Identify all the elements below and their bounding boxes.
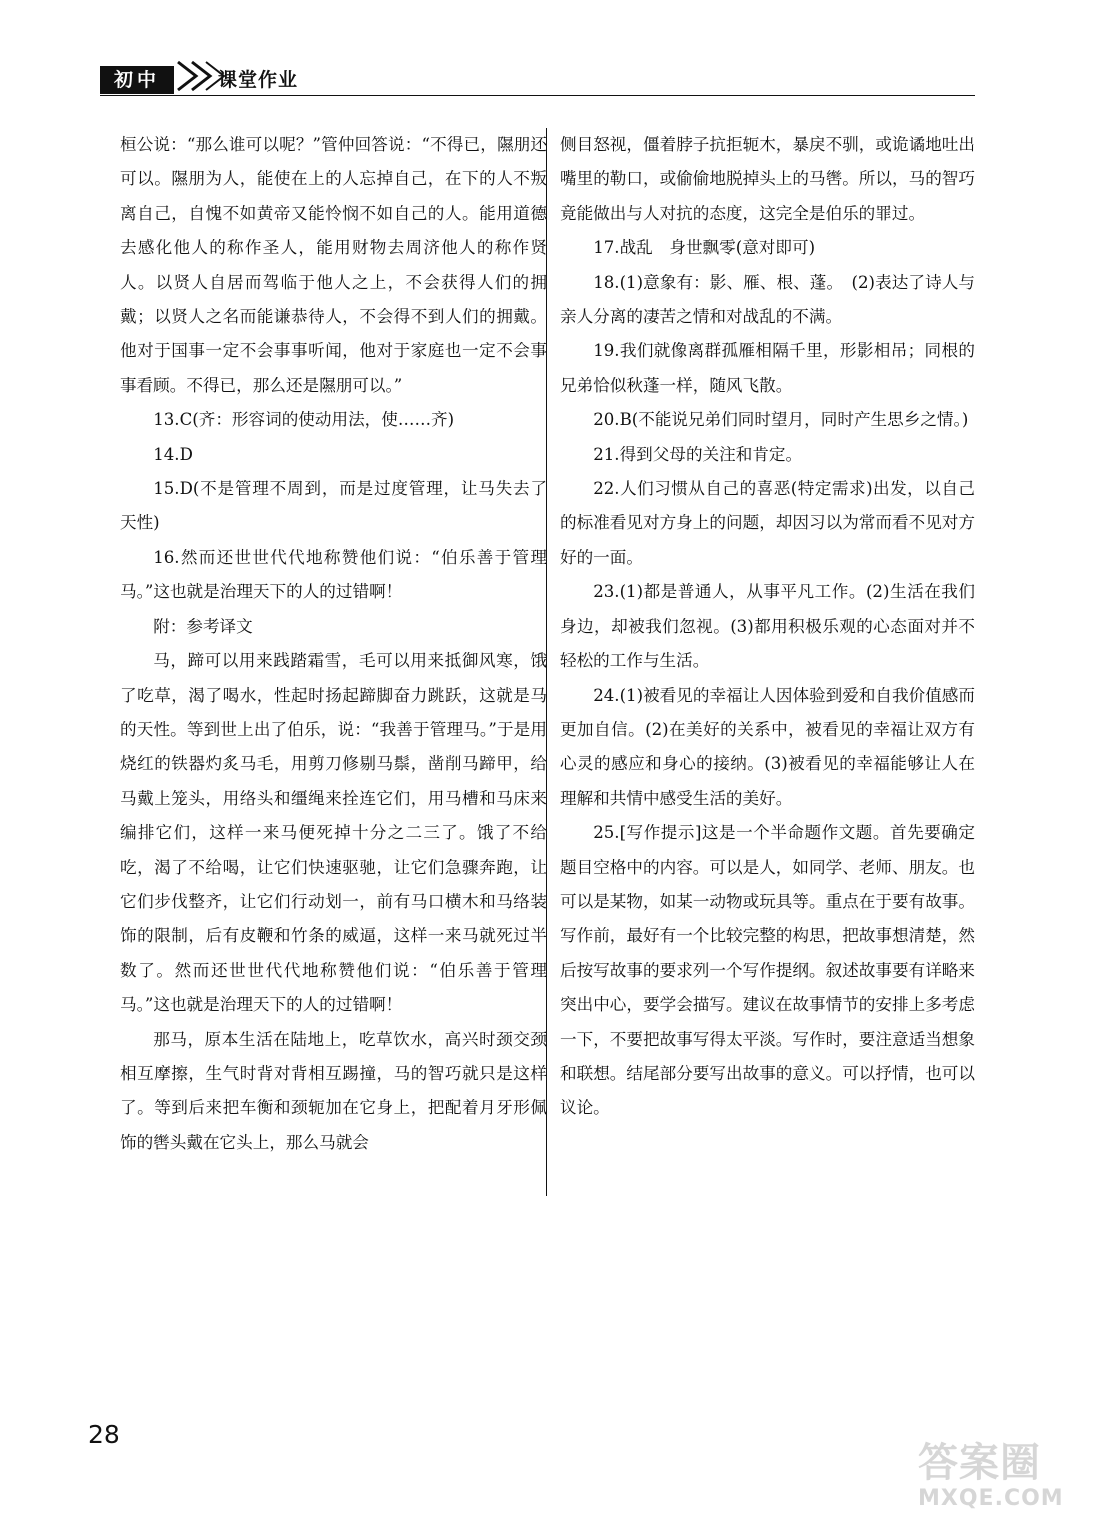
page-number: 28 (88, 1420, 120, 1449)
paragraph: 那马，原本生活在陆地上，吃草饮水，高兴时颈交颈相互摩擦，生气时背对背相互踢撞，马的智巧就只是这样了。等到后来把车衡和颈轭加在它身上，把配着月牙形佩饰的辔头戴在它头上，那么马就会 (120, 1029, 547, 1152)
header-rule (100, 95, 975, 96)
grade-tag: 初中 (100, 66, 174, 94)
paragraph: 桓公说：“那么谁可以呢？”管仲回答说：“不得已，隰朋还可以。隰朋为人，能使在上的人忘掉自己，在下的人不叛离自己，自愧不如黄帝又能怜悯不如自己的人。能用道德去感化他人的称作圣人，能用财物去周济他人的称作贤人。以贤人自居而驾临于他人之上，不会获得人们的拥戴；以贤人之名而能谦恭待人，不会得不到人们的拥戴。他对于国事一定不会事事听闻，他对于家庭也一定不会事事看顾。不得已，那么还是隰朋可以。” (120, 135, 547, 395)
paragraph: 侧目怒视，僵着脖子抗拒轭木，暴戾不驯，或诡谲地吐出嘴里的勒口，或偷偷地脱掉头上的马辔。所以，马的智巧竟能做出与人对抗的态度，这完全是伯乐的罪过。 (560, 135, 975, 223)
paragraph: 14.D (153, 444, 193, 464)
paragraph: 13.C(齐：形容词的使动用法，使……齐) (153, 410, 455, 430)
paragraph: 附：参考译文 (153, 616, 253, 636)
page-header (100, 58, 975, 94)
paragraph: 18.(1)意象有：影、雁、根、蓬。 (2)表达了诗人与亲人分离的凄苦之情和对战乱的不满。 (560, 272, 975, 327)
right-column (560, 128, 975, 1126)
paragraph: 21.得到父母的关注和肯定。 (593, 444, 803, 464)
watermark-logo-text: 答案圈 (918, 1440, 1041, 1486)
paragraph: 25.[写作提示]这是一个半命题作文题。首先要确定题目空格中的内容。可以是人，如同学、老师、朋友。也可以是某物，如某一动物或玩具等。重点在于要有故事。写作前，最好有一个比较完整的构思，把故事想清楚，然后按写故事的要求列一个写作提纲。叙述故事要有详略来突出中心，要学会描写。建议在故事情节的安排上多考虑一下，不要把故事写得太平淡。写作时，要注意适当想象和联想。结尾部分要写出故事的意义。可以抒情，也可以议论。 (560, 823, 975, 1118)
paragraph: 17.战乱 身世飘零(意对即可) (593, 238, 816, 258)
paragraph: 24.(1)被看见的幸福让人因体验到爱和自我价值感而更加自信。(2)在美好的关系中，被看见的幸福让双方有心灵的感应和身心的接纳。(3)被看见的幸福能够让人在理解和共情中感受生活的美好。 (560, 685, 975, 808)
paragraph: 马，蹄可以用来践踏霜雪，毛可以用来抵御风寒，饿了吃草，渴了喝水，性起时扬起蹄脚奋力跳跃，这就是马的天性。等到世上出了伯乐，说：“我善于管理马。”于是用烧红的铁器灼炙马毛，用剪刀修剔马鬃，凿削马蹄甲，给马戴上笼头，用络头和缰绳来拴连它们，用马槽和马床来编排它们，这样一来马便死掉十分之二三了。饿了不给吃，渴了不给喝，让它们快速驱驰，让它们急骤奔跑，让它们步伐整齐，让它们行动划一，前有马口横木和马络装饰的限制，后有皮鞭和竹条的威逼，这样一来马就死过半数了。然而还世世代代地称赞他们说：“伯乐善于管理马。”这也就是治理天下的人的过错啊！ (120, 651, 547, 1015)
column-divider (546, 128, 547, 1196)
paragraph: 15.D(不是管理不周到，而是过度管理，让马失去了天性) (120, 479, 547, 533)
watermark-url: MXQE.COM (918, 1486, 1064, 1511)
left-column (120, 128, 547, 1160)
paragraph: 23.(1)都是普通人，从事平凡工作。(2)生活在我们身边，却被我们忽视。(3)都用积极乐观的心态面对并不轻松的工作与生活。 (560, 582, 975, 671)
paragraph: 22.人们习惯从自己的喜恶(特定需求)出发，以自己的标准看见对方身上的问题，却因习以为常而看不见对方好的一面。 (560, 479, 975, 567)
paragraph: 19.我们就像离群孤雁相隔千里，形影相吊；同根的兄弟恰似秋蓬一样，随风飞散。 (560, 341, 975, 395)
header-title: 课堂作业 (218, 69, 299, 91)
paragraph: 16.然而还世世代代地称赞他们说：“伯乐善于管理马。”这也就是治理天下的人的过错啊！ (120, 547, 547, 602)
watermark-logo (918, 1440, 1076, 1526)
paragraph: 20.B(不能说兄弟们同时望月，同时产生思乡之情。) (593, 410, 969, 430)
